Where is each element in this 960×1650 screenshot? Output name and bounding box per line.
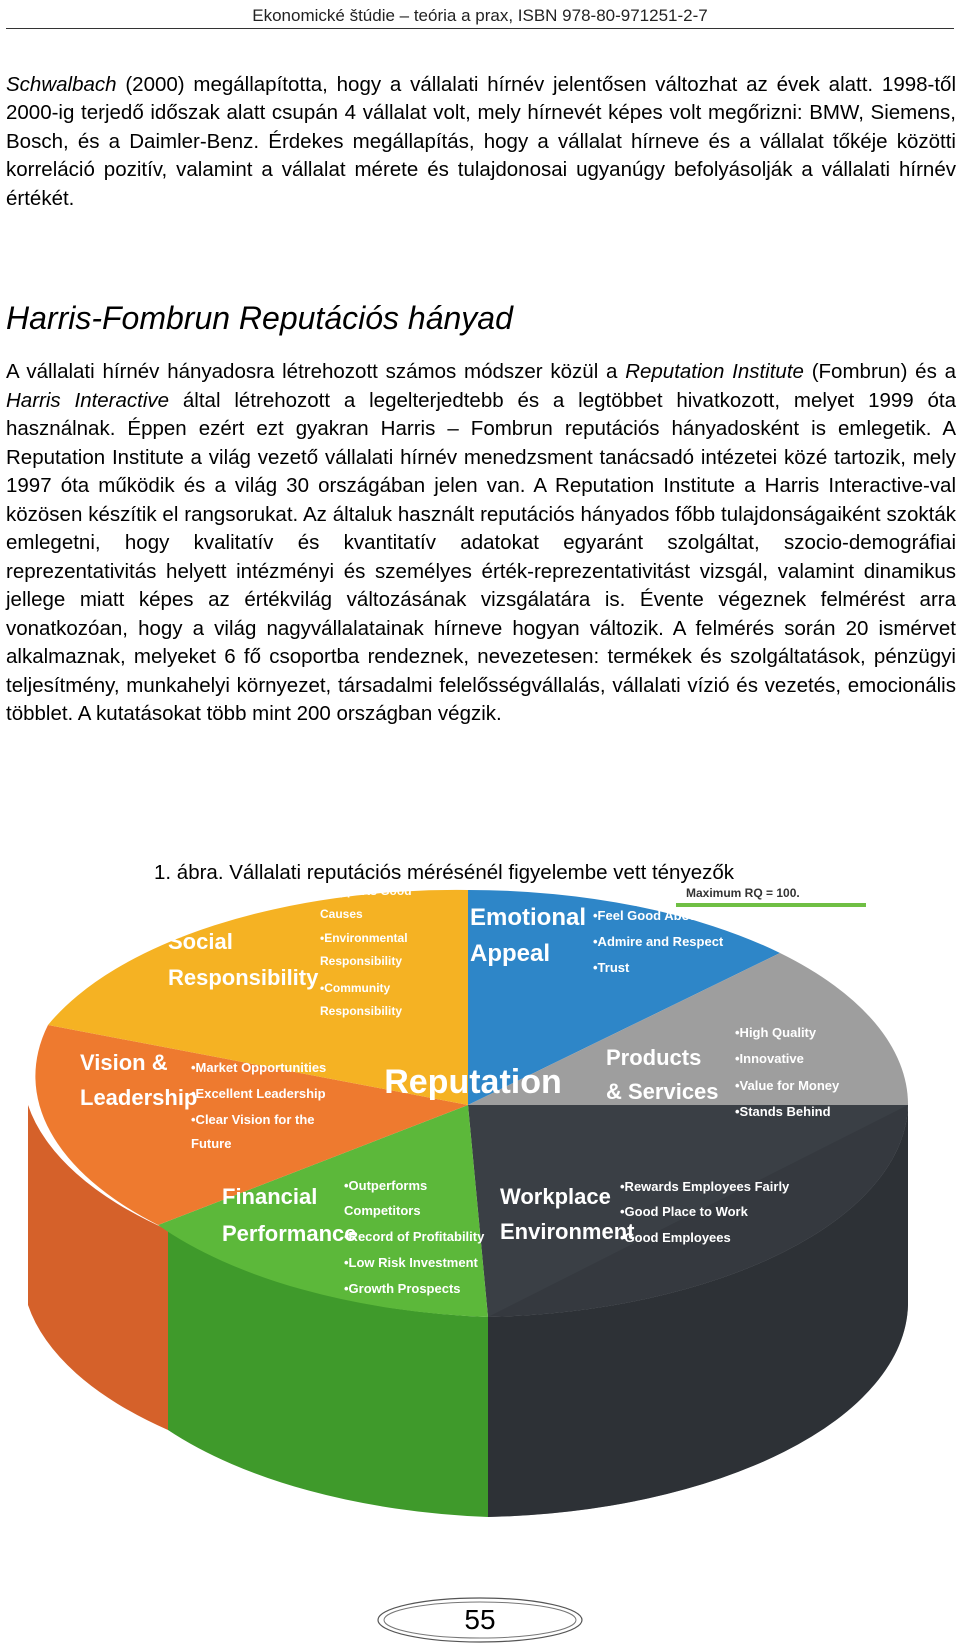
segment-item: •Market Opportunities [191, 1060, 327, 1075]
segment-item: •Feel Good About [593, 908, 702, 923]
segment-item: Competitors [344, 1203, 421, 1218]
segment-item: Causes [320, 907, 363, 921]
segment-item: •Outperforms [344, 1178, 428, 1193]
segment-item: Future [191, 1136, 232, 1151]
segment-item: •Admire and Respect [593, 934, 724, 949]
paragraph-text: (2000) megállapította, hogy a vállalati hírnév jelentősen változhat az évek alatt. 1998-től 2000-ig terjedő időszak alatt csupán 4 vállalat volt, mely hírnevét képes volt megőrizni: BMW, Siemens, Bosch, és a Daimler-Benz. Érdekes megállapítás, hogy a vállalat hírneve és a vállalat tőkéje közötti korreláció pozitív, valamint a vállalat mérete és tulajdonosai ugyanúgy befolyásolják a vállalati hírnév értékét. [6, 73, 956, 210]
paragraph-text: által létrehozott a legelterjedtebb és a legtöbbet hivatkozott, melyet 1999 óta használnak. Éppen ezért ezt gyakran Harris – Fombrun reputációs hányadosként is emlegetik. A Reputation Institute a világ vezető vállalati hírnév menedzsment tanácsadó intézetei közé tartozik, mely 1997 óta működik és a világ 30 országában jelen van. A Reputation Institute a Harris Interactive-val közösen készítik el rangsorukat. Az általuk használt reputációs hányados főbb tulajdonságaiként szokták emlegetni, hogy kvalitatív és kvantitatív adatokat egyaránt szolgáltat, szocio-demográfiai reprezentativitás helyett intézményi és személyes érték-reprezentativitást vizsgál, valamint dinamikus jellege miatt képes az értékvilág változásának vizsgálatára is. Évente végeznek felmérést arra vonatkozóan, hogy a világ nagyvállalatainak hírneve hogyan változik. A felmérés során 20 ismérvet alkalmaznak, melyeket 6 fő csoportba rendeznek, nevezetesen: termékek és szolgáltatások, pénzügyi teljesítmény, munkahelyi környezet, társadalmi felelősségvállalás, vállalati vízió és vezetés, emocionális többlet. A kutatásokat több mint 200 országban végzik. [6, 388, 957, 725]
running-header: Ekonomické štúdie – teória a prax, ISBN 978-80-971251-2-7 [252, 6, 708, 25]
segment-item: •Rewards Employees Fairly [620, 1179, 790, 1194]
segment-item: •Stands Behind [735, 1104, 831, 1119]
paragraph-harris-fombrun [6, 358, 956, 729]
segment-item: •High Quality [735, 1025, 817, 1040]
reputation-pie-figure [8, 885, 928, 1530]
paragraph-schwalbach [6, 71, 956, 213]
segment-item: •Supports Good [320, 885, 412, 898]
segment-item: Responsibility [320, 1004, 403, 1018]
center-label: Reputation [384, 1063, 562, 1101]
section-heading: Harris-Fombrun Reputációs hányad [6, 300, 513, 336]
max-rq-label: Maximum RQ = 100. [686, 886, 800, 900]
segment-item: •Community [320, 981, 391, 995]
segment-item: •Environmental [320, 931, 408, 945]
segment-item: •Trust [593, 960, 630, 975]
segment-item: •Good Employees [620, 1230, 731, 1245]
segment-title: Leadership [80, 1085, 198, 1110]
segment-item: •Innovative [735, 1051, 804, 1066]
institute-name: Reputation Institute [625, 360, 804, 383]
segment-title: Appeal [470, 940, 551, 967]
header-rule [6, 28, 954, 29]
company-name: Harris Interactive [6, 388, 170, 412]
segment-title: Vision & [80, 1050, 168, 1075]
segment-item: •Value for Money [735, 1078, 840, 1093]
segment-title: Social [168, 929, 233, 954]
page-number-badge [375, 1595, 585, 1645]
page-number: 55 [464, 1604, 496, 1635]
segment-item: Responsibility [320, 954, 403, 968]
segment-title: & Services [606, 1079, 719, 1104]
segment-item: •Clear Vision for the [191, 1112, 315, 1127]
figure-caption: 1. ábra. Vállalati reputációs mérésénél figyelembe vett tényezők [154, 861, 735, 884]
segment-title: Environment [500, 1219, 635, 1244]
paragraph-text: (Fombrun) és a [803, 360, 956, 383]
segment-title: Performance [222, 1221, 357, 1246]
author-name: Schwalbach [6, 73, 117, 96]
segment-item: •Record of Profitability [344, 1229, 485, 1244]
segment-item: •Growth Prospects [344, 1281, 461, 1296]
segment-item: •Good Place to Work [620, 1204, 748, 1219]
segment-title: Workplace [500, 1184, 611, 1209]
segment-item: •Low Risk Investment [344, 1255, 478, 1270]
paragraph-text: A vállalati hírnév hányadosra létrehozott számos módszer közül a [6, 360, 626, 383]
segment-title: Emotional [470, 904, 587, 931]
segment-title: Products [606, 1045, 702, 1070]
segment-title: Responsibility [168, 965, 319, 990]
max-rq-box [676, 885, 866, 907]
segment-title: Financial [222, 1184, 318, 1209]
segment-item: •Excellent Leadership [191, 1086, 326, 1101]
